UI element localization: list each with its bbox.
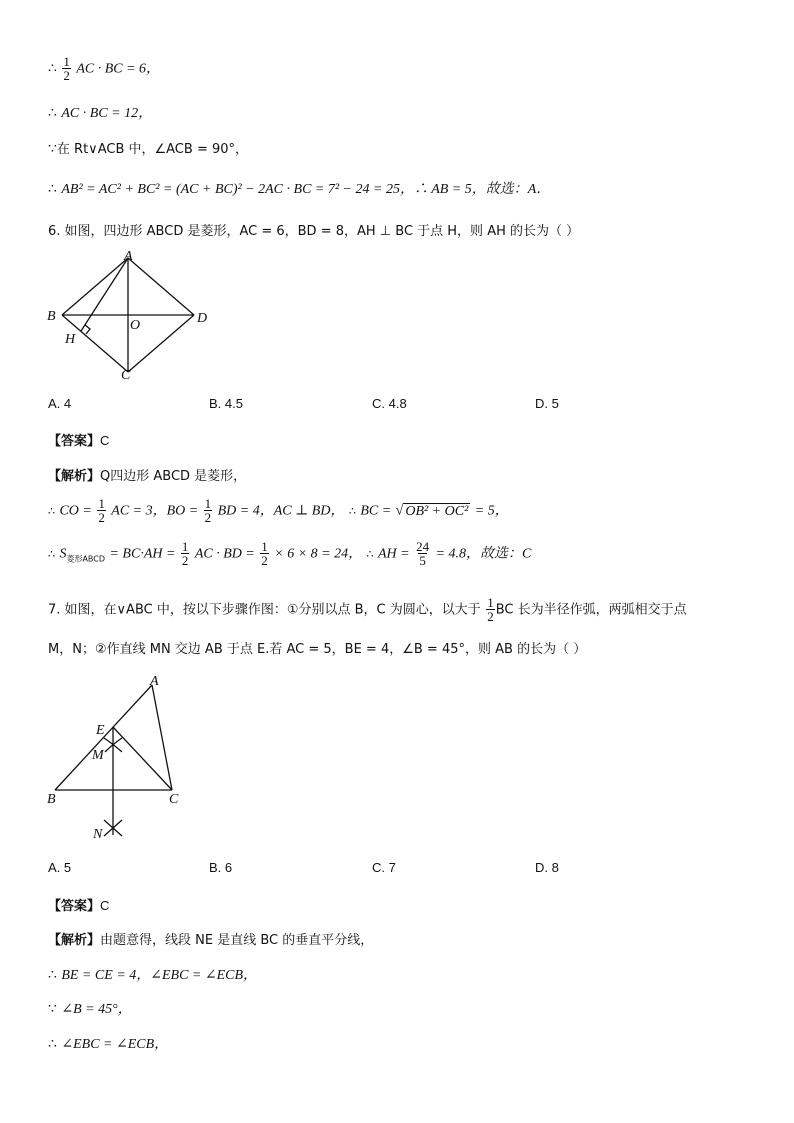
label-N: N (93, 827, 103, 842)
label-O: O (130, 318, 141, 333)
q6-analysis-2: ∴ CO = $\frac{1}{2}$ AC = 3，BO = $\frac{1}{2}$ BD = 4，AC ⊥ BD， ∴ BC = √ OB² + OC² = 5， (48, 496, 509, 525)
therefore-symbol: ∴ (48, 60, 57, 77)
question-7-stem-2: M，N；②作直线 MN 交边 AB 于点 E.若 AC = 5，BE = 4，∠B = 45°，则 AB 的长为（ ） (48, 642, 587, 657)
label-A: A (124, 249, 133, 264)
q6-option-c[interactable]: C. 4.8 (372, 396, 407, 411)
q6-option-b[interactable]: B. 4.5 (209, 396, 243, 411)
rhombus-figure (44, 248, 224, 388)
q6-analysis-3: ∴ $S_{菱形ABCD} = BC\cdot AH$ = $\frac{1}{2}$ AC · BD = $\frac{1}{2}$ × 6 × 8 = 24， ∴ AH = $\frac{24}{5}$ = 4.8，故选：C (48, 539, 532, 568)
q7-analysis-3: ∵ ∠B = 45°， (48, 1001, 132, 1017)
solution-line-3: ∵在 Rt∨ACB 中，∠ACB = 90°， (48, 141, 249, 157)
q7-option-a[interactable]: A. 5 (48, 860, 72, 875)
q7-analysis-4: ∴ ∠EBC = ∠ECB， (48, 1036, 169, 1052)
q7-answer: 【答案】C (48, 898, 110, 914)
label-C: C (121, 368, 131, 383)
question-7-stem-1: 7. 如图，在∨ABC 中，按以下步骤作图：①分别以点 B，C 为圆心，以大于 $\frac{1}{2}$ BC 长为半径作弧，两弧相交于点 (48, 595, 687, 624)
label-M: M (92, 748, 104, 763)
triangle-figure (44, 670, 204, 845)
q7-analysis-2: ∴ BE = CE = 4，∠EBC = ∠ECB， (48, 967, 258, 983)
q7-analysis-1: 【解析】由题意得，线段 NE 是直线 BC 的垂直平分线， (48, 933, 374, 948)
solution-line-4: ∴ AB² = AC² + BC² = (AC + BC)² − 2AC · BC = 7² − 24 = 25，∴ AB = 5，故选：A． (48, 181, 551, 197)
label-E: E (96, 723, 105, 738)
label-A: A (150, 674, 159, 689)
q6-analysis-1: 【解析】Q四边形 ABCD 是菱形， (48, 469, 247, 484)
label-H: H (65, 332, 76, 347)
label-C: C (169, 792, 179, 807)
fraction-half: $\frac{1}{2}$ (63, 54, 70, 83)
label-B: B (47, 309, 56, 324)
q6-option-d[interactable]: D. 5 (535, 396, 559, 411)
q7-option-d[interactable]: D. 8 (535, 860, 559, 875)
solution-line-1: ∴ $\frac{1}{2}$ AC · BC = 6， (48, 54, 161, 83)
q7-option-b[interactable]: B. 6 (209, 860, 233, 875)
q6-option-a[interactable]: A. 4 (48, 396, 72, 411)
label-B: B (47, 792, 56, 807)
solution-line-2: ∴ AC · BC = 12， (48, 105, 153, 121)
q7-option-c[interactable]: C. 7 (372, 860, 396, 875)
label-D: D (197, 311, 208, 326)
q6-answer: 【答案】C (48, 433, 110, 449)
question-6-stem: 6. 如图，四边形 ABCD 是菱形，AC = 6，BD = 8，AH ⊥ BC 于点 H，则 AH 的长为（ ） (48, 224, 580, 239)
